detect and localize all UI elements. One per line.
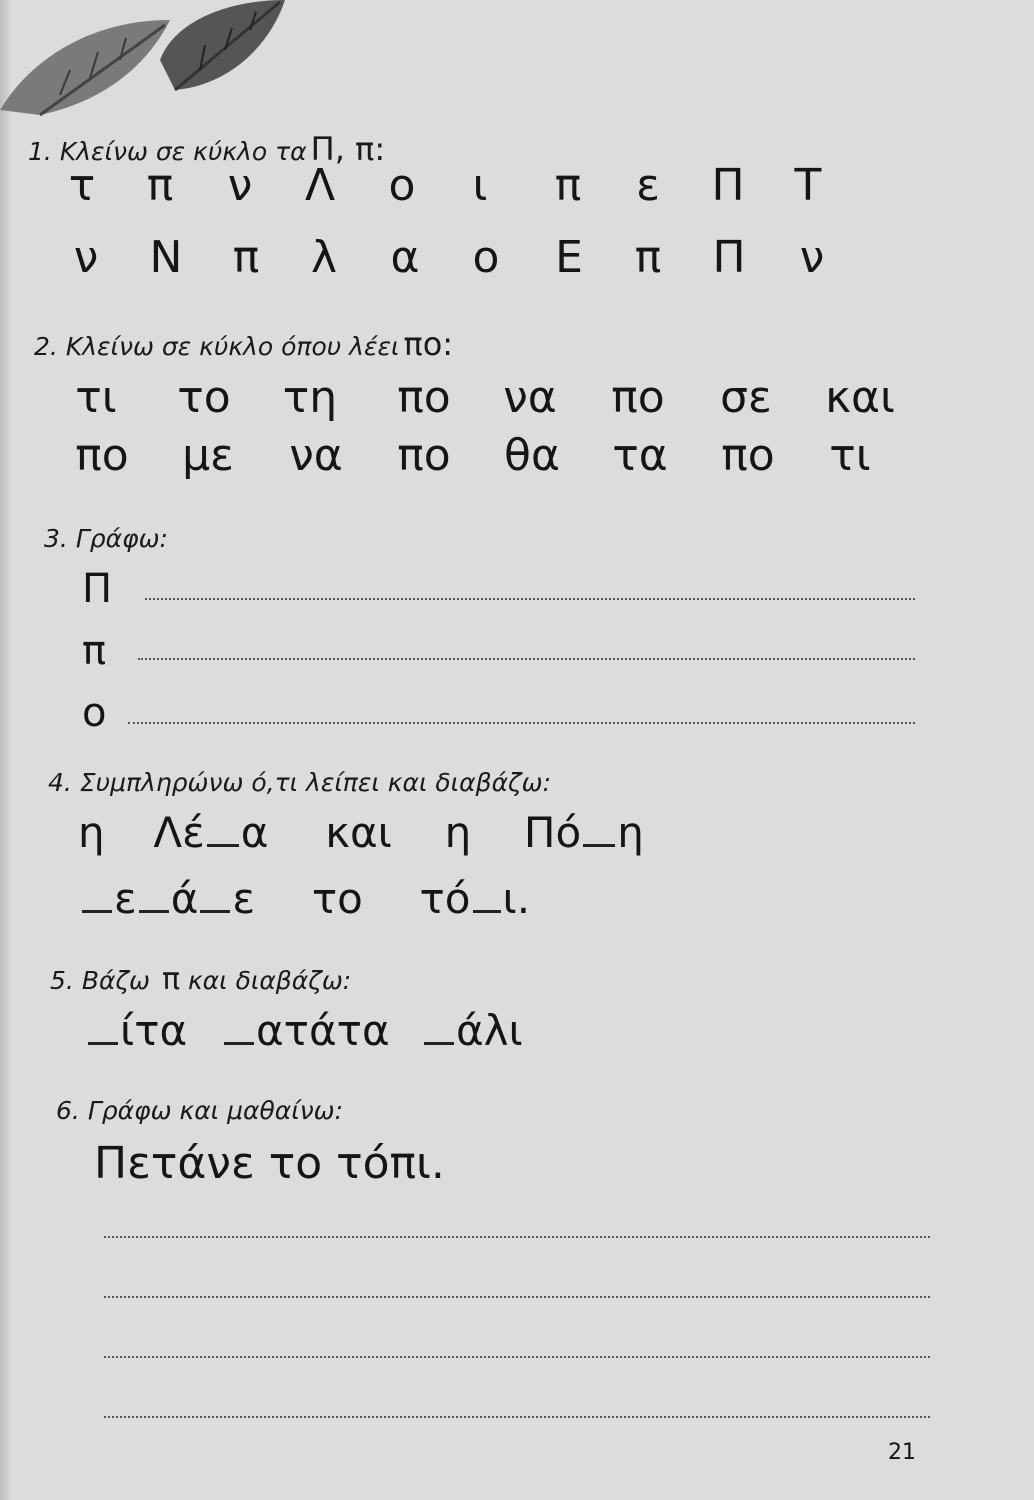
instruction-text-end: και διαβάζω:	[187, 966, 352, 995]
word: ίτα	[120, 1006, 188, 1055]
word-cell[interactable]: και	[825, 372, 895, 423]
word: ε	[114, 874, 137, 923]
word-cell[interactable]: πο	[75, 430, 129, 481]
word: α	[240, 808, 269, 857]
word-cell[interactable]: τη	[282, 372, 338, 423]
instruction-target: πο:	[403, 325, 454, 363]
instruction-text: Κλείνω σε κύκλο όπου λέει	[65, 332, 400, 361]
writing-line[interactable]	[104, 1356, 930, 1358]
exercise-1-row-2	[0, 232, 1034, 292]
exercise-6-instruction	[56, 1096, 343, 1125]
exercise-3-line-3	[0, 690, 1034, 750]
word: ι.	[502, 874, 531, 923]
instruction-text: Κλείνω σε κύκλο τα	[59, 137, 307, 166]
exercise-2-row-2	[0, 430, 1034, 490]
word-cell[interactable]: τα	[612, 430, 668, 481]
blank[interactable]	[207, 834, 239, 847]
blank[interactable]	[82, 900, 112, 913]
letter-cell[interactable]: α	[390, 232, 420, 283]
letter-cell[interactable]: Τ	[794, 160, 822, 211]
letter-cell[interactable]: ε	[636, 160, 660, 211]
page-binding-edge	[0, 0, 10, 1500]
model-letter: Π	[82, 566, 113, 612]
writing-line[interactable]	[138, 658, 915, 660]
exercise-3-line-2	[0, 628, 1034, 688]
word: τό	[419, 874, 471, 923]
writing-line[interactable]	[104, 1416, 930, 1418]
exercise-2-instruction	[34, 325, 453, 363]
letter-cell[interactable]: Π	[712, 232, 746, 283]
blank[interactable]	[88, 1032, 118, 1045]
letter-cell[interactable]: ο	[388, 160, 416, 211]
letter-cell[interactable]: Π	[711, 160, 745, 211]
instruction-text: Γράφω και μαθαίνω:	[87, 1096, 344, 1125]
exercise-6-model-phrase: Πετάνε το τόπι.	[94, 1138, 445, 1189]
exercise-2-row-1	[0, 372, 1034, 432]
exercise-number: 5.	[50, 966, 74, 995]
blank[interactable]	[200, 900, 230, 913]
exercise-5-word-1	[88, 1006, 187, 1055]
instruction-text: Συμπληρώνω ό,τι λείπει και διαβάζω:	[79, 768, 552, 797]
exercise-number: 3.	[44, 524, 68, 553]
word: άλι	[456, 1006, 523, 1055]
blank[interactable]	[583, 834, 615, 847]
word: η	[78, 808, 105, 857]
word: η	[444, 808, 472, 857]
exercise-4-instruction	[48, 768, 551, 797]
exercise-number: 2.	[34, 332, 58, 361]
word-cell[interactable]: να	[289, 430, 343, 481]
leaf-illustration	[0, 0, 320, 125]
word: ε	[232, 874, 256, 923]
word-cell[interactable]: πο	[721, 430, 775, 481]
exercise-5-instruction	[50, 962, 351, 997]
exercise-3-instruction	[44, 524, 168, 553]
writing-line[interactable]	[128, 722, 915, 724]
word-cell[interactable]: πο	[397, 372, 451, 423]
letter-cell[interactable]: π	[232, 232, 260, 283]
word-cell[interactable]: πο	[611, 372, 665, 423]
word-cell[interactable]: να	[503, 372, 557, 423]
letter-cell[interactable]: τ	[68, 160, 96, 211]
letter-cell[interactable]: π	[146, 160, 174, 211]
word: και	[325, 808, 392, 857]
exercise-1-row-1	[0, 160, 1034, 220]
letter-cell[interactable]: Ε	[555, 232, 583, 283]
letter-cell[interactable]: Ν	[149, 232, 183, 283]
exercise-4-sentence-1	[78, 808, 644, 857]
exercise-5-word-3	[424, 1006, 523, 1055]
instruction-target: Π, π:	[310, 130, 386, 168]
letter-cell[interactable]: π	[634, 232, 662, 283]
writing-line[interactable]	[104, 1236, 930, 1238]
instruction-text: Γράφω:	[75, 524, 168, 553]
letter-cell[interactable]: λ	[310, 232, 338, 283]
letter-cell[interactable]: π	[554, 160, 582, 211]
page-number: 21	[888, 1440, 916, 1465]
word-cell[interactable]: με	[182, 430, 234, 481]
exercise-5-word-2	[224, 1006, 390, 1055]
word-cell[interactable]: τι	[829, 430, 871, 481]
writing-line[interactable]	[145, 598, 915, 600]
instruction-text: Βάζω	[81, 966, 150, 995]
blank[interactable]	[139, 900, 169, 913]
exercise-number: 4.	[48, 768, 72, 797]
word: Πό	[523, 808, 582, 857]
word-cell[interactable]: πο	[397, 430, 451, 481]
word: ά	[170, 874, 199, 923]
blank[interactable]	[473, 900, 501, 913]
writing-line[interactable]	[104, 1296, 930, 1298]
word-cell[interactable]: σε	[720, 372, 772, 423]
word: το	[311, 874, 363, 923]
letter-cell[interactable]: ι	[472, 160, 488, 211]
word-cell[interactable]: θα	[504, 430, 560, 481]
exercise-number: 6.	[56, 1096, 80, 1125]
model-letter: ο	[82, 690, 107, 736]
word: Λέ	[153, 808, 205, 857]
exercise-4-sentence-2	[82, 874, 530, 923]
word: ατάτα	[256, 1006, 390, 1055]
blank[interactable]	[224, 1032, 254, 1045]
blank[interactable]	[424, 1032, 454, 1045]
letter-cell[interactable]: ν	[73, 232, 99, 283]
word: η	[617, 808, 644, 857]
word-cell[interactable]: τι	[75, 372, 117, 423]
exercise-number: 1.	[28, 137, 52, 166]
word-cell[interactable]: το	[177, 372, 231, 423]
letter-cell[interactable]: ο	[472, 232, 500, 283]
letter-cell[interactable]: Λ	[304, 160, 336, 211]
exercise-3-line-1	[0, 566, 1034, 626]
instruction-target: π	[161, 962, 180, 997]
letter-cell[interactable]: ν	[227, 160, 253, 211]
letter-cell[interactable]: ν	[799, 232, 825, 283]
model-letter: π	[82, 628, 107, 674]
